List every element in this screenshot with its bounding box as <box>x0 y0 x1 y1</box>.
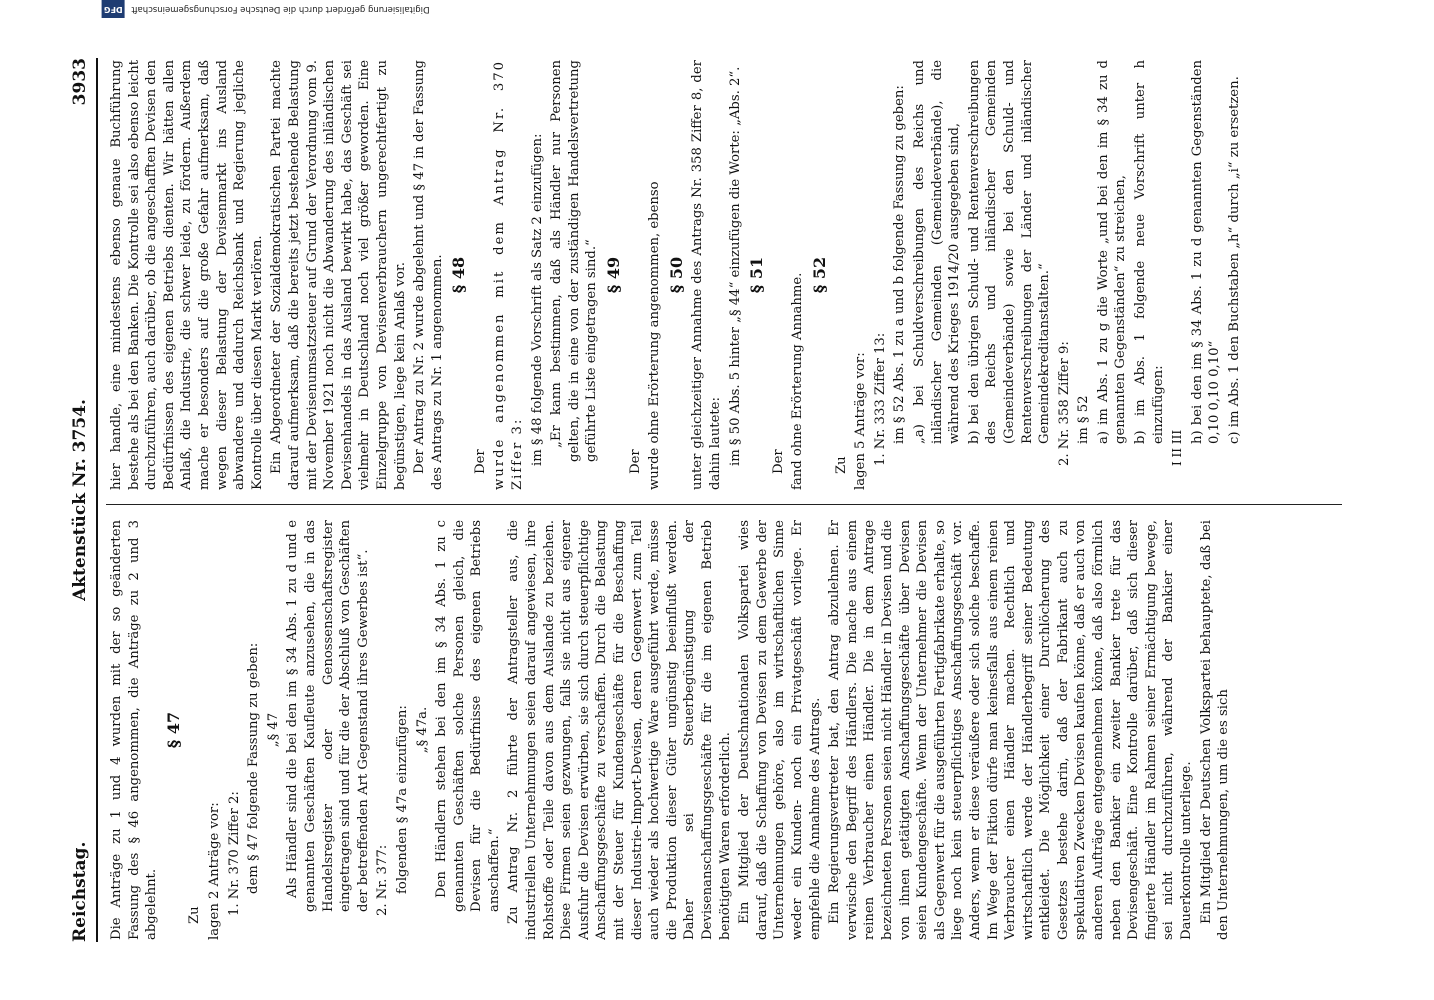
paragraph: folgenden § 47a einzufügen: <box>394 705 410 894</box>
paragraph: b) bei den übrigen Schuld- und Rentenverschreibungen des Reichs und inländischer Gemeinden (Gemeindeverbände) sowie bei den Schuld- und Rentenverschreibungen der Länder und inländischer Gemeindekreditanstalten.“ <box>966 60 1053 444</box>
document-page <box>62 4 1372 960</box>
text-column-left <box>108 520 1366 940</box>
paragraph: Ein Mitglied der Deutschen Volkspartei behauptete, daß bei den Unternehmungen, um die es sich <box>1198 520 1232 940</box>
section-heading: § 47 <box>163 711 183 749</box>
paragraph: c) im Abs. 1 den Buchstaben „h“ durch „i“ zu ersetzen. <box>1227 76 1243 444</box>
digitization-note-text: Digitalisierung gefördert durch die Deutsche Forschungsgemeinschaft <box>131 4 430 14</box>
paragraph: Ein Regierungsvertreter bat, den Antrag abzulehnen. Er verwische den Begriff des Händlers. Die mache aus einem reinen Verbraucher einen Händler. Die in dem Antrage bezeichneten Personen seien nicht Händler in Devisen und die von ihnen getätigten Anschaffungsgeschäfte über Devisen seien Kundengeschäfte. Wenn der Unternehmer die Devisen als Gegenwert für die ausgeführten Fertigfabrikate erhalte, so liege noch kein steuerpflichtiges Anschaffungsgeschäft vor. Anders, wenn er diese veräußere oder sich solche beschaffe. Im Wege der Fiktion dürfe man keinesfalls aus einem reinen Verbraucher einen Händler machen. Rechtlich und wirtschaftlich werde der Händlerbegriff seiner Bedeutung entkleidet. Die Möglichkeit einer Durchlöcherung des Gesetzes bestehe darin, daß der Fabrikant auch zu spekulativen Zwecken Devisen kaufen könne, daß er auch von anderen Aufträge entgegennehmen könne, daß also förmlich neben den Bankier ein zweiter Bankier trete für das Devisengeschäft. Eine Kontrolle darüber, daß sich dieser fingierte Händler im Rahmen seiner Ermächtigung bewege, sei nicht durchzuführen, während der Bankier einer Dauerkontrolle unterliege. <box>827 520 1195 940</box>
paragraph: im § 52 Abs. 1 zu a und b folgende Fassung zu geben: <box>892 85 908 444</box>
text-column-right <box>108 60 1366 490</box>
header-left: Reichstag. <box>70 841 90 942</box>
section-heading: § 52 <box>809 256 829 294</box>
paragraph: Ein Abgeordneter der Sozialdemokratischen Partei machte darauf aufmerksam, daß die bereits jetzt bestehende Belastung mit der Devisenumsatzsteuer auf Grund der Verordnung vom 9. November 1921 noch nicht die Abwanderung des inländischen Devisenhandels in das Ausland bewirkt habe, das Geschäft sei vielmehr in Deutschland noch viel größer geworden. Eine Einzelgruppe von Devisenverbrauchern ungerechtfertigt zu begünstigen, liege kein Anlaß vor. <box>269 60 408 490</box>
paragraph: lagen 5 Anträge vor: <box>853 352 869 490</box>
paragraph: 1. Nr. 370 Ziffer 2: <box>226 791 242 916</box>
paragraph: I II III <box>1170 429 1185 466</box>
paragraph: im § 50 Abs. 5 hinter „§ 44“ einzufügen die Worte: „Abs. 2“. <box>727 66 743 466</box>
paragraph: Zu <box>833 456 849 474</box>
paragraph: „§ 47a. <box>414 706 430 754</box>
paragraph: im § 48 folgende Vorschrift als Satz 2 einzufügen: <box>529 133 545 466</box>
paragraph: „a) bei Schuldverschreibungen des Reichs und inländischer Gemeinden (Gemeindeverbände), die während des Krieges 1914/20 ausgegeben sind, <box>911 60 963 444</box>
section-heading: § 51 <box>747 256 767 294</box>
paragraph: fand ohne Erörterung Annahme. <box>790 272 806 490</box>
section-heading: § 50 <box>666 256 686 294</box>
paragraph: b) im Abs. 1 folgende neue Vorschrift unter h einzufügen: <box>1133 60 1166 444</box>
paragraph: Den Händlern stehen bei den im § 34 Abs. 1 zu c genannten Geschäften solche Personen gleich, die Devisen für die Bedürfnisse des eigenen Betriebs anschaffen.“ <box>434 520 502 912</box>
paragraph: Der <box>770 449 786 474</box>
paragraph: Zu Antrag Nr. 2 führte der Antragsteller aus, die industriellen Unternehmungen seien darauf angewiesen, ihre Rohstoffe oder Teile davon aus dem Auslande zu beziehen. Diese Firmen seien gezwungen, falls sie nicht aus eigener Ausfuhr die Devisen erwürben, sie sich durch steuerpflichtige Anschaffungsgeschäfte zu verschaffen. Durch die Belastung mit der Steuer für Kundengeschäfte für die Beschaffung dieser Industrie-Import-Devisen, deren Gegenwert zum Teil auch wieder als hochwertige Ware ausgeführt werde, müsse die Produktion dieser Güter ungünstig beeinflußt werden. Daher sei Steuerbegünstigung der Devisenanschaffungsgeschäfte für die im eigenen Betrieb benötigten Waren erforderlich. <box>506 520 733 940</box>
paragraph: 1. Nr. 333 Ziffer 13: <box>872 332 888 466</box>
paragraph: hier handle, eine mindestens ebenso genaue Buchführung bestehe als bei den Banken. Die Kontrolle sei also ebenso leicht durchzuführen, auch darüber, ob die angeschafften Devisen den Bedürfnissen des eigenen Betriebs dienten. Wir hätten allen Anlaß, die Industrie, die schwer leide, zu fördern. Außerdem mache er besonders auf die große Gefahr aufmerksam, daß wegen dieser Belastung der Devisenmarkt ins Ausland abwandere und dadurch Reichsbank und Regierung jegliche Kontrolle über diesen Markt verlören. <box>109 60 265 490</box>
section-heading: § 49 <box>604 256 624 294</box>
column-divider <box>106 504 1342 505</box>
paragraph: a) im Abs. 1 zu g die Worte „und bei den im § 34 zu d genannten Gegenständen“ zu streichen, <box>1095 60 1129 444</box>
paragraph: dem § 47 folgende Fassung zu geben: <box>246 642 262 894</box>
digitization-note <box>102 4 430 18</box>
dfg-logo: DFG <box>102 0 125 18</box>
paragraph: wurde ohne Erörterung angenommen, ebenso <box>647 181 663 490</box>
paragraph: Der Antrag zu Nr. 2 wurde abgelehnt und § 47 in der Fassung des Antrags zu Nr. 1 angenommen. <box>412 60 445 490</box>
paragraph: „§ 47 <box>265 712 281 748</box>
paragraph: Ein Mitglied der Deutschnationalen Volkspartei wies darauf, daß die Schaffung von Devisen zu dem Gewerbe der Unternehmungen gehöre, also im wirtschaftlichen Sinne weder ein Kunden- noch ein Privatgeschäft vorliege. Er empfehle die Annahme des Antrags. <box>737 520 823 940</box>
paragraph: h) bei den im § 34 Abs. 1 zu d genannten Gegenständen 0,10 0,10 0,10“ <box>1189 60 1223 444</box>
paragraph: Zu <box>187 906 203 924</box>
paragraph: im § 52 <box>1076 395 1092 444</box>
paragraph: Die Anträge zu 1 und 4 wurden mit der so geänderten Fassung des § 46 angenommen, die Anträge zu 2 und 3 abgelehnt. <box>109 520 160 940</box>
paragraph: wurde angenommen mit dem Antrag Nr. 370 Ziffer 3: <box>492 60 526 490</box>
paragraph: lagen 2 Anträge vor: <box>206 802 222 940</box>
header-title: Aktenstück Nr. 3754. <box>70 399 90 601</box>
paragraph: Der <box>472 449 488 474</box>
paragraph: 2. Nr. 358 Ziffer 9: <box>1056 341 1072 466</box>
paragraph: Der <box>627 449 643 474</box>
section-heading: § 48 <box>449 256 469 294</box>
paragraph: „Er kann bestimmen, daß als Händler nur Personen gelten, die in eine von der zuständigen Handelsvertretung geführte Liste eingetragen sind.“ <box>549 60 600 462</box>
paragraph: Als Händler sind die bei den im § 34 Abs. 1 zu d und e genannten Geschäften Kaufleute anzusehen, die in das Handelsregister oder Genossenschaftsregister eingetragen sind und für die der Abschluß von Geschäften der betreffenden Art Gegenstand ihres Gewerbes ist“. <box>285 520 371 912</box>
page-number: 3933 <box>70 58 90 106</box>
page-header <box>70 58 98 942</box>
paragraph: 2. Nr. 377: <box>375 844 391 916</box>
paragraph: unter gleichzeitiger Annahme des Antrags Nr. 358 Ziffer 8, der dahin lautete: <box>690 60 723 490</box>
